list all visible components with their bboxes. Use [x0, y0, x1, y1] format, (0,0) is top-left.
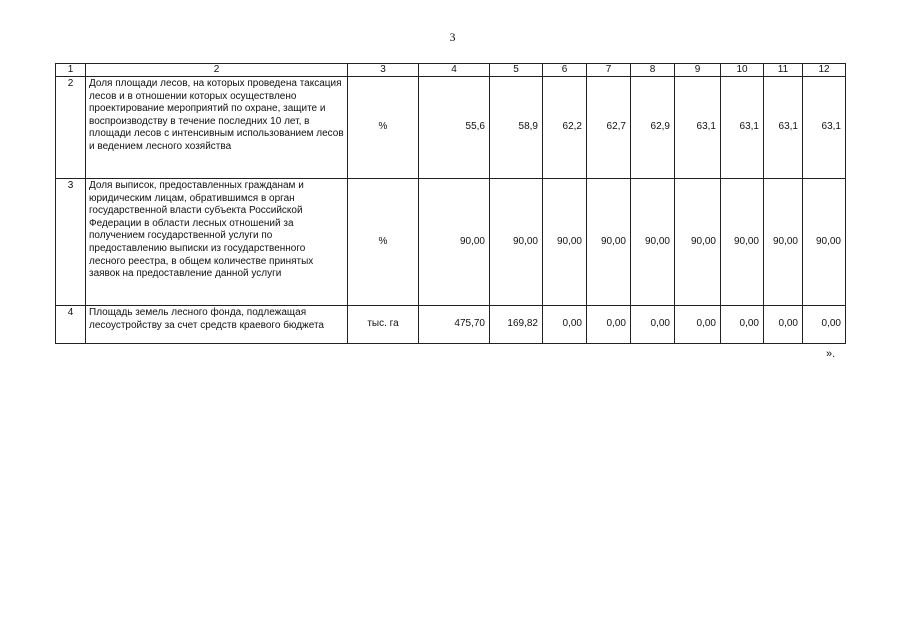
value-cell: 58,9: [490, 77, 543, 179]
value-cell: 0,00: [587, 306, 631, 344]
header-cell: 1: [56, 64, 86, 77]
value-cell: 62,2: [543, 77, 587, 179]
header-cell: 2: [86, 64, 348, 77]
value-cell: 0,00: [721, 306, 764, 344]
table-row: [56, 306, 846, 344]
value-cell: 63,1: [721, 77, 764, 179]
page-number: 3: [449, 30, 456, 44]
value-cell: 62,7: [587, 77, 631, 179]
value-cell: 0,00: [543, 306, 587, 344]
value-cell: 90,00: [490, 179, 543, 306]
header-cell: 7: [587, 64, 631, 77]
table-header-row: [56, 64, 846, 77]
table-row: [56, 77, 846, 179]
value-cell: 90,00: [721, 179, 764, 306]
value-cell: 90,00: [675, 179, 721, 306]
value-cell: 0,00: [675, 306, 721, 344]
value-cell: 62,9: [631, 77, 675, 179]
header-cell: 6: [543, 64, 587, 77]
indicator-description: Доля площади лесов, на которых проведена таксация лесов и в отношении которых осуществлено проектирование мероприятий по охране, защите и воспроизводству в течение последних 10 лет, в площади лесов с интенсивным использованием лесов и ведением лесного хозяйства: [86, 77, 348, 179]
indicators-table: [55, 63, 846, 344]
value-cell: 63,1: [675, 77, 721, 179]
value-cell: 0,00: [803, 306, 846, 344]
value-cell: 475,70: [419, 306, 490, 344]
header-cell: 8: [631, 64, 675, 77]
unit-cell: %: [348, 77, 419, 179]
header-cell: 12: [803, 64, 846, 77]
row-number: 3: [56, 179, 86, 306]
value-cell: 90,00: [803, 179, 846, 306]
row-number: 2: [56, 77, 86, 179]
unit-cell: %: [348, 179, 419, 306]
value-cell: 55,6: [419, 77, 490, 179]
indicator-description: Доля выписок, предоставленных гражданам и юридическим лицам, обратившимся в орган государственной власти субъекта Российской Федерации в области лесных отношений за получением государственной услуги по предоставлению выписки из государственного лесного реестра, в общем количестве принятых заявок на предоставление данной услуги: [86, 179, 348, 306]
header-cell: 11: [764, 64, 803, 77]
value-cell: 90,00: [631, 179, 675, 306]
value-cell: 63,1: [764, 77, 803, 179]
value-cell: 90,00: [764, 179, 803, 306]
value-cell: 63,1: [803, 77, 846, 179]
indicator-description: Площадь земель лесного фонда, подлежащая лесоустройству за счет средств краевого бюджета: [86, 306, 348, 344]
value-cell: 90,00: [587, 179, 631, 306]
value-cell: 0,00: [764, 306, 803, 344]
header-cell: 3: [348, 64, 419, 77]
value-cell: 169,82: [490, 306, 543, 344]
header-cell: 4: [419, 64, 490, 77]
value-cell: 0,00: [631, 306, 675, 344]
header-cell: 5: [490, 64, 543, 77]
value-cell: 90,00: [419, 179, 490, 306]
header-cell: 10: [721, 64, 764, 77]
unit-cell: тыс. га: [348, 306, 419, 344]
value-cell: 90,00: [543, 179, 587, 306]
closing-quote-mark: ».: [826, 348, 836, 360]
table-row: [56, 179, 846, 306]
row-number: 4: [56, 306, 86, 344]
header-cell: 9: [675, 64, 721, 77]
